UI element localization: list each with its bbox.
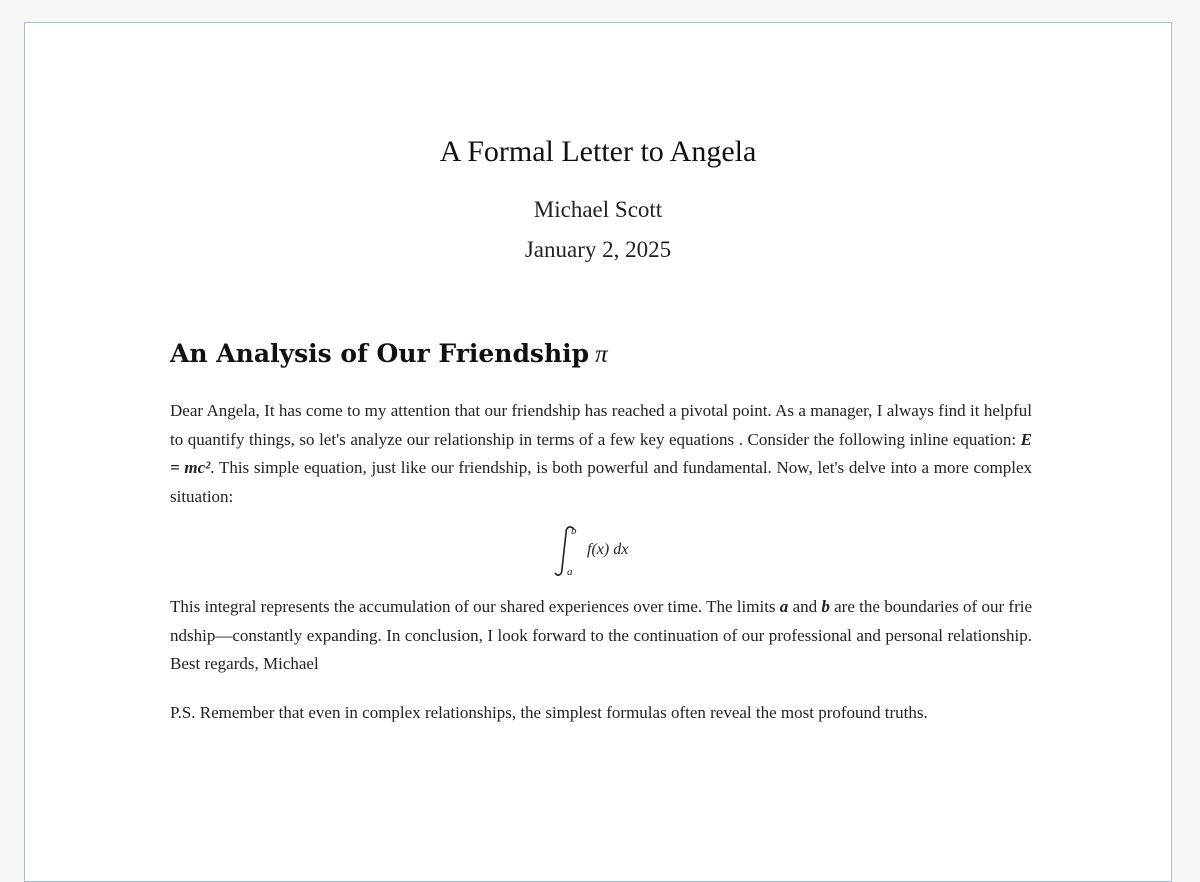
paragraph-intro-start: Dear Angela, It has come to my attention that our friendship has reached a pivotal point. As a manager, I always find it helpful to quantify things, so let's analyze our relationship in terms of a few key equations . Consider the following inline equation: <box>170 401 1032 449</box>
paragraph-integral <box>170 593 1032 679</box>
author-name: Michael Scott <box>533 197 663 222</box>
paragraph-integral-and: and <box>788 597 822 616</box>
letter-title: A Formal Letter to Angela <box>439 135 757 168</box>
integral-upper-limit: b <box>571 525 577 537</box>
integral-lower-limit: a <box>567 566 573 578</box>
letter-date: January 2, 2025 <box>524 237 672 262</box>
limit-a: a <box>779 597 789 616</box>
paragraph-integral-b: are the boundaries of our friendship—constantly expanding. In conclusion, I look forward to the continuation of our professional and personal relationship. Best regards, Michael <box>170 597 1032 673</box>
paragraph-intro-end: . This simple equation, just like our friendship, is both powerful and fundamental. Now, let's delve into a more complex situation: <box>170 458 1032 506</box>
postscript: P.S. Remember that even in complex relationships, the simplest formulas often reveal the most profound truths. <box>170 703 928 722</box>
paragraph-intro <box>170 397 1032 511</box>
section-heading <box>170 339 608 369</box>
limit-b: b <box>821 597 830 616</box>
integral-formula <box>550 523 670 579</box>
pi-symbol: π <box>595 341 608 368</box>
integral-equation <box>25 523 1171 579</box>
section-heading-text: An Analysis of Our Friendship <box>170 339 590 368</box>
integrand: f(x) dx <box>587 541 629 558</box>
paragraph-integral-a: This integral represents the accumulation of our shared experiences over time. The limits <box>170 597 780 616</box>
inline-equation: E = mc² <box>170 429 1032 477</box>
document-page <box>24 22 1172 882</box>
